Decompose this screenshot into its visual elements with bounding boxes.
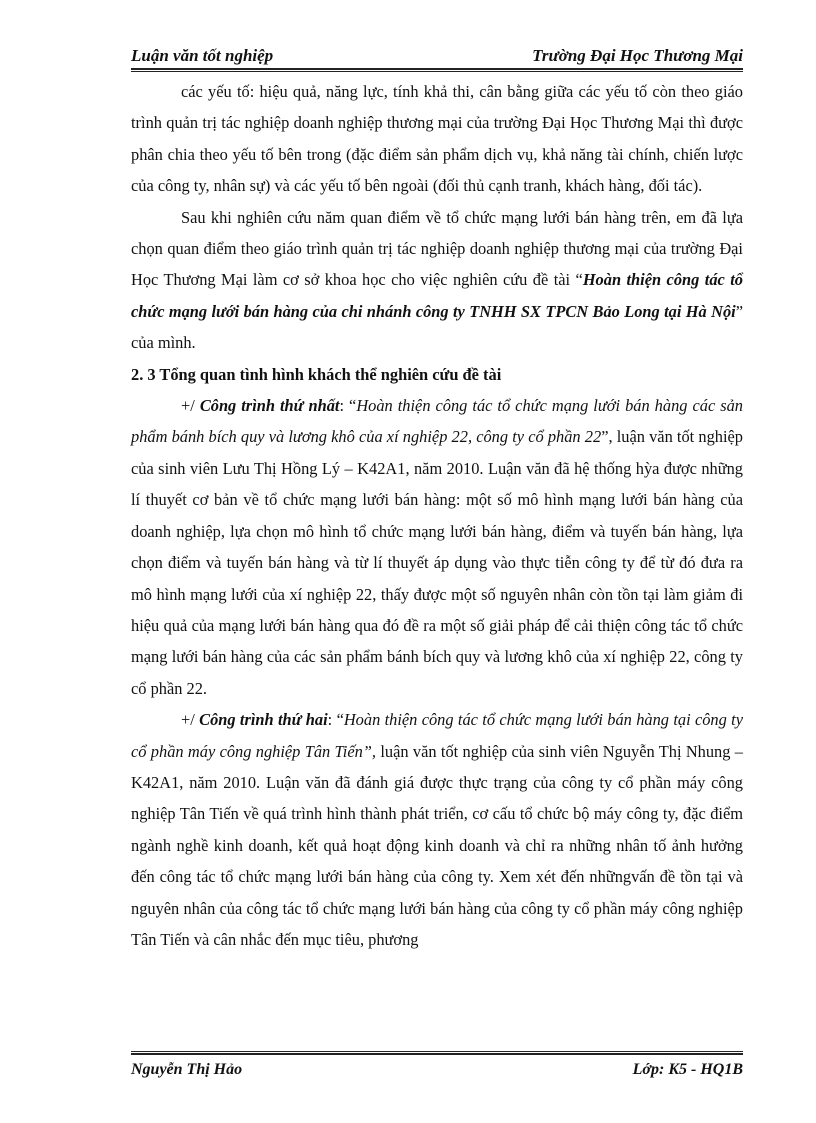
page-footer (131, 1058, 743, 1082)
work-2-colon: : “ (327, 710, 344, 730)
header-rule (131, 68, 743, 72)
work-2-prefix: +/ (181, 710, 200, 730)
work-1-body: ”, luận văn tốt nghiệp của sinh viên Lưu Thị Hồng Lý – K42A1, năm 2010. Luận văn đã hệ thống hỳa được những lí thuyết cơ bản về tổ chức mạng lưới bán hàng: một số mô hình mạng lưới bán hàng của doanh nghiệp, lựa chọn mô hình tổ chức mạng lưới bán hàng, điểm và tuyến bán hàng, lựa chọn điểm và tuyến bán hàng và từ lí thuyết áp dụng vào thực tiễn công ty để từ đó đưa ra mô hình mạng lưới của xí nghiệp 22, thấy được một số nguyên nhân còn tồn tại làm giảm đi hiệu quả của mạng lưới bán hàng qua đó đề ra một số giải pháp để cải thiện công tác tổ chức mạng lưới bán hàng của các sản phẩm bánh bích quy và lương khô của xí nghiệp 22, công ty cổ phần 22. (131, 427, 743, 698)
work-1-colon: : “ (339, 396, 357, 416)
thesis-title: Hoàn thiện công tác tổ chức mạng lưới bán hàng của chi nhánh công ty TNHH SX TPCN Bảo Long tại Hà Nội (131, 270, 743, 321)
header-right-school: Trường Đại Học Thương Mại (532, 46, 743, 65)
work-1-label: Công trình thứ nhất (199, 396, 340, 416)
footer-rule (131, 1051, 743, 1055)
document-body (131, 76, 743, 955)
work-2-body: luận văn tốt nghiệp của sinh viên Nguyễn Thị Nhung – K42A1, năm 2010. Luận văn đã đánh giá được thực trạng của công ty cổ phần máy công nghiệp Tân Tiến về quá trình hình thành phát triển, cơ cấu tổ chức bộ máy công ty, đặc điểm ngành nghề kinh doanh, kết quả hoạt động kinh doanh và chỉ ra những nhân tố ảnh hưởng đến công tác tổ chức mạng lưới bán hàng của công ty. Xem xét đến nhữngvấn đề tồn tại và nguyên nhân của công tác tổ chức mạng lưới bán hàng của công ty cổ phần máy công nghiệp Tân Tiến và cân nhắc đến mục tiêu, phương (131, 741, 743, 949)
page-header (131, 40, 743, 66)
section-heading: 2. 3 Tổng quan tình hình khách thể nghiên cứu đề tài (131, 364, 502, 384)
paragraph-2-lead: Sau khi nghiên cứu năm quan điểm về tổ chức mạng lưới bán hàng trên, em đã lựa chọn quan điểm theo giáo trình quản trị tác nghiệp doanh nghiệp thương mại của trường Đại Học Thương Mại làm cơ sở khoa học cho việc nghiên cứu đề tài “ (131, 207, 743, 290)
work-1-prefix: +/ (181, 396, 200, 416)
paragraph-2-tail: ” của mình. (131, 301, 743, 353)
paragraph-2 (131, 202, 743, 359)
work-2-label: Công trình thứ hai (199, 710, 328, 730)
work-2-title: Hoàn thiện công tác tổ chức mạng lưới bán hàng tại công ty cổ phần máy công nghiệp Tân Tiến”, (131, 710, 743, 761)
footer-author: Nguyễn Thị Hảo (131, 1061, 243, 1078)
paragraph-1: các yếu tố: hiệu quả, năng lực, tính khả thi, cân bằng giữa các yếu tố còn theo giáo trình quản trị tác nghiệp doanh nghiệp thương mại của trường Đại Học Thương Mại thì được phân chia theo yếu tố bên trong (đặc điểm sản phẩm dịch vụ, khả năng tài chính, chiến lược của công ty, nhân sự) và các yếu tố bên ngoài (đối thủ cạnh tranh, khách hàng, đối tác). (131, 82, 743, 196)
work-2-paragraph (131, 704, 743, 955)
work-1-paragraph (131, 390, 743, 704)
footer-class: Lớp: K5 - HQ1B (632, 1061, 743, 1078)
work-1-title: Hoàn thiện công tác tổ chức mạng lưới bán hàng các sản phẩm bánh bích quy và lương khô của xí nghiệp 22, công ty cổ phần 22 (131, 396, 743, 447)
header-left-title: Luận văn tốt nghiệp (131, 46, 274, 65)
